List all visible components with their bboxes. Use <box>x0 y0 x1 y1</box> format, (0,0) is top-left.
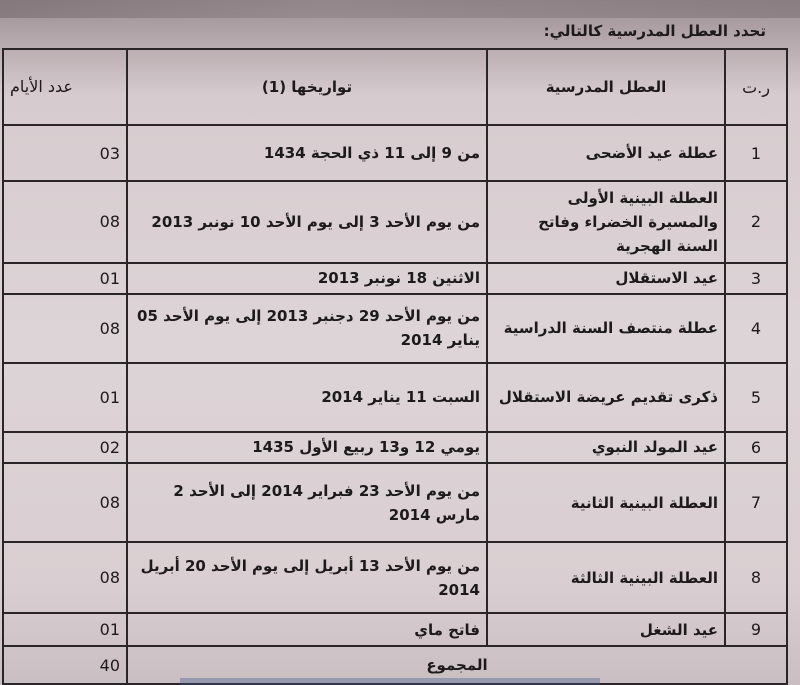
row-dates <box>127 432 487 463</box>
header-days: عدد الأيام <box>3 49 127 125</box>
row-days-count <box>3 125 127 181</box>
row-holiday-name-text: عطلة منتصف السنة الدراسية <box>503 319 718 338</box>
row-dates-text: من يوم الأحد 23 فبراير 2014 إلى الأحد 2 مارس 2014 <box>173 481 480 524</box>
row-days-count-text: 01 <box>99 268 120 288</box>
table-row <box>3 125 787 181</box>
row-dates <box>127 263 487 294</box>
row-days-count <box>3 363 127 432</box>
row-days-count <box>3 263 127 294</box>
row-number <box>725 363 787 432</box>
row-number <box>725 181 787 262</box>
table-row <box>3 542 787 613</box>
row-number <box>725 463 787 542</box>
row-holiday-name <box>487 181 725 262</box>
table-row <box>3 432 787 463</box>
table-row <box>3 294 787 363</box>
row-days-count <box>3 181 127 262</box>
row-days-count-text: 08 <box>99 212 120 232</box>
row-number <box>725 613 787 646</box>
row-days-count <box>3 542 127 613</box>
row-number <box>725 432 787 463</box>
row-holiday-name-text: عيد المولد النبوي <box>591 438 718 457</box>
row-holiday-name <box>487 613 725 646</box>
row-dates <box>127 363 487 432</box>
document-heading: تحدد العطل المدرسية كالتالي: <box>543 22 766 40</box>
row-number-text: 8 <box>750 568 762 588</box>
row-number-text: 5 <box>750 387 762 407</box>
row-dates-text: من يوم الأحد 3 إلى يوم الأحد 10 نونبر 2013 <box>151 212 480 231</box>
total-days: 40 <box>3 646 127 684</box>
row-dates-text: السبت 11 يناير 2014 <box>321 388 480 407</box>
row-number-text: 3 <box>750 268 762 288</box>
table-row <box>3 363 787 432</box>
page-edge <box>0 0 800 18</box>
row-holiday-name <box>487 432 725 463</box>
row-days-count-text: 02 <box>99 437 120 457</box>
row-days-count-text: 03 <box>99 143 120 163</box>
holidays-table <box>2 48 788 685</box>
table-row <box>3 463 787 542</box>
row-dates-text: يومي 12 و13 ربيع الأول 1435 <box>252 438 480 457</box>
row-days-count-text: 01 <box>99 620 120 640</box>
row-dates-text: فاتح ماي <box>414 620 480 639</box>
row-days-count <box>3 463 127 542</box>
row-holiday-name-text: عيد الاستقلال <box>615 269 718 288</box>
row-days-count <box>3 432 127 463</box>
row-days-count <box>3 613 127 646</box>
row-days-count-text: 01 <box>99 387 120 407</box>
row-holiday-name-text: العطلة البينية الثالثة <box>570 568 718 587</box>
row-number-text: 4 <box>750 318 762 338</box>
row-number <box>725 263 787 294</box>
row-dates-text: من يوم الأحد 13 أبريل إلى يوم الأحد 20 أبريل 2014 <box>140 556 480 599</box>
row-holiday-name-text: عطلة عيد الأضحى <box>585 144 718 163</box>
table-row <box>3 181 787 262</box>
total-label: المجموع <box>127 646 787 684</box>
row-holiday-name-text: العطلة البينية الأولى والمسيرة الخضراء وفاتح السنة الهجرية <box>538 188 718 255</box>
row-dates <box>127 294 487 363</box>
row-number-text: 2 <box>750 212 762 232</box>
row-dates <box>127 542 487 613</box>
row-holiday-name <box>487 294 725 363</box>
header-dates: تواريخها (1) <box>127 49 487 125</box>
row-number <box>725 542 787 613</box>
bottom-blur-text <box>180 678 600 685</box>
row-number <box>725 125 787 181</box>
row-holiday-name <box>487 542 725 613</box>
row-dates <box>127 463 487 542</box>
row-days-count-text: 08 <box>99 568 120 588</box>
row-number-text: 9 <box>750 620 762 640</box>
row-dates <box>127 181 487 262</box>
row-dates-text: من 9 إلى 11 ذي الحجة 1434 <box>263 144 480 163</box>
table-body <box>3 125 787 684</box>
row-dates <box>127 613 487 646</box>
row-days-count <box>3 294 127 363</box>
holidays-table-container <box>2 48 780 685</box>
row-days-count-text: 08 <box>99 318 120 338</box>
row-dates-text: الاثنين 18 نونبر 2013 <box>317 269 480 288</box>
row-number-text: 7 <box>750 493 762 512</box>
row-holiday-name-text: العطلة البينية الثانية <box>570 493 718 512</box>
header-num: ر.ت <box>725 49 787 125</box>
row-number <box>725 294 787 363</box>
table-row <box>3 263 787 294</box>
row-holiday-name-text: عيد الشغل <box>639 620 718 639</box>
row-holiday-name <box>487 463 725 542</box>
row-dates <box>127 125 487 181</box>
row-number-text: 6 <box>750 437 762 457</box>
row-holiday-name <box>487 263 725 294</box>
table-header-row <box>3 49 787 125</box>
table-row <box>3 613 787 646</box>
header-holiday: العطل المدرسية <box>487 49 725 125</box>
row-dates-text: من يوم الأحد 29 دجنبر 2013 إلى يوم الأحد 05 يناير 2014 <box>137 307 480 350</box>
row-days-count-text: 08 <box>99 493 120 512</box>
row-number-text: 1 <box>750 143 762 163</box>
row-holiday-name <box>487 125 725 181</box>
row-holiday-name-text: ذكرى تقديم عريضة الاستقلال <box>498 388 718 407</box>
row-holiday-name <box>487 363 725 432</box>
